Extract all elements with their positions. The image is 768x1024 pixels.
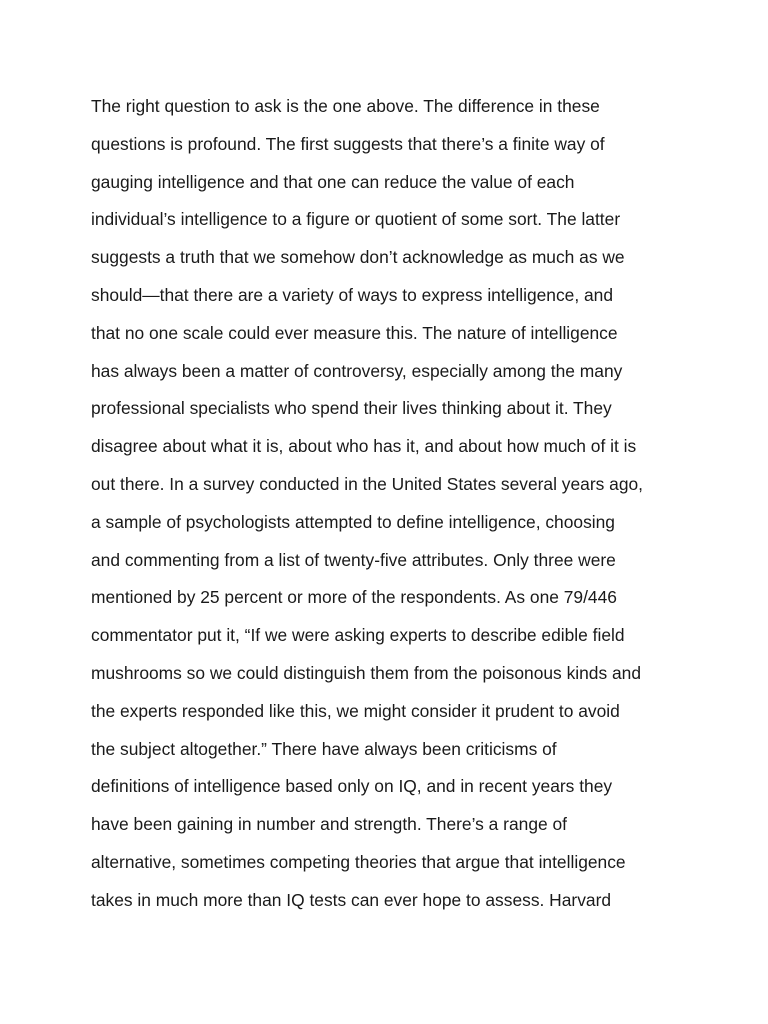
text-line: a sample of psychologists attempted to define intelligence, choosing: [91, 511, 615, 532]
text-line: alternative, sometimes competing theories that argue that intelligence: [91, 851, 626, 872]
text-line: has always been a matter of controversy, especially among the many: [91, 360, 623, 381]
text-line: gauging intelligence and that one can reduce the value of each: [91, 171, 575, 192]
text-line: takes in much more than IQ tests can ever hope to assess. Harvard: [91, 889, 612, 910]
text-line: disagree about what it is, about who has it, and about how much of it is: [91, 436, 637, 457]
text-line: the subject altogether.” There have always been criticisms of: [91, 738, 557, 759]
text-line: suggests a truth that we somehow don’t acknowledge as much as we: [91, 247, 625, 268]
text-line: mentioned by 25 percent or more of the respondents. As one 79/446: [91, 587, 617, 608]
body-paragraph: [91, 88, 678, 920]
text-line: should—that there are a variety of ways to express intelligence, and: [91, 284, 614, 305]
text-line: the experts responded like this, we might consider it prudent to avoid: [91, 700, 620, 721]
text-line: have been gaining in number and strength. There’s a range of: [91, 814, 568, 835]
text-line: professional specialists who spend their lives thinking about it. They: [91, 398, 612, 419]
text-line: and commenting from a list of twenty-five attributes. Only three were: [91, 549, 616, 570]
text-line: mushrooms so we could distinguish them from the poisonous kinds and: [91, 662, 642, 683]
text-line: The right question to ask is the one above. The difference in these: [91, 96, 600, 116]
text-line: out there. In a survey conducted in the United States several years ago,: [91, 473, 643, 494]
text-line: that no one scale could ever measure this. The nature of intelligence: [91, 322, 618, 343]
text-line: definitions of intelligence based only on IQ, and in recent years they: [91, 776, 613, 797]
text-line: questions is profound. The first suggests that there’s a finite way of: [91, 133, 605, 154]
text-line: individual’s intelligence to a figure or quotient of some sort. The latter: [91, 209, 621, 230]
text-line: commentator put it, “If we were asking experts to describe edible field: [91, 625, 625, 646]
